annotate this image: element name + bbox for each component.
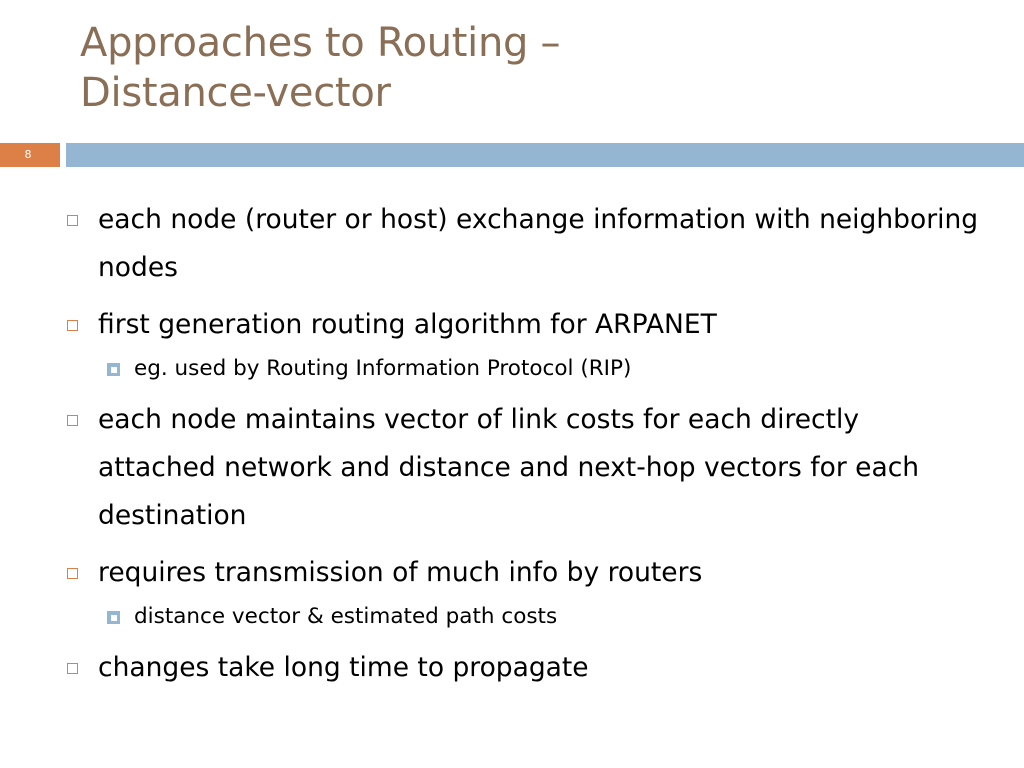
bullet-text: each node (router or host) exchange information with neighboring nodes — [98, 204, 979, 283]
sub-bullet-text: eg. used by Routing Information Protocol (RIP) — [134, 356, 632, 381]
bullet-text: requires transmission of much info by routers — [98, 557, 703, 588]
framed-square-bullet-icon — [107, 363, 120, 376]
bullet-item — [60, 196, 980, 292]
sub-bullet-item — [60, 351, 980, 387]
hollow-square-bullet-icon — [67, 663, 78, 674]
hollow-square-bullet-icon — [67, 320, 78, 331]
framed-square-bullet-icon — [107, 611, 120, 624]
bullet-text: first generation routing algorithm for ARPANET — [98, 309, 717, 340]
bullet-text: changes take long time to propagate — [98, 652, 589, 683]
hollow-square-bullet-icon — [67, 415, 78, 426]
slide-title-line-1: Approaches to Routing – — [80, 20, 561, 66]
slide-title — [80, 18, 980, 118]
bullet-item — [60, 396, 980, 540]
sub-bullet-item — [60, 599, 980, 635]
slide-number: 8 — [0, 143, 60, 167]
hollow-square-bullet-icon — [67, 215, 78, 226]
hollow-square-bullet-icon — [67, 568, 78, 579]
bullet-item — [60, 301, 980, 349]
slide-body — [60, 196, 980, 692]
sub-bullet-text: distance vector & estimated path costs — [134, 604, 558, 629]
title-divider-bar — [66, 143, 1024, 167]
bullet-text: each node maintains vector of link costs for each directly attached network and distance and next-hop vectors for each destination — [98, 404, 920, 531]
slide-title-line-2: Distance-vector — [80, 70, 391, 116]
bullet-item — [60, 549, 980, 597]
bullet-item — [60, 644, 980, 692]
